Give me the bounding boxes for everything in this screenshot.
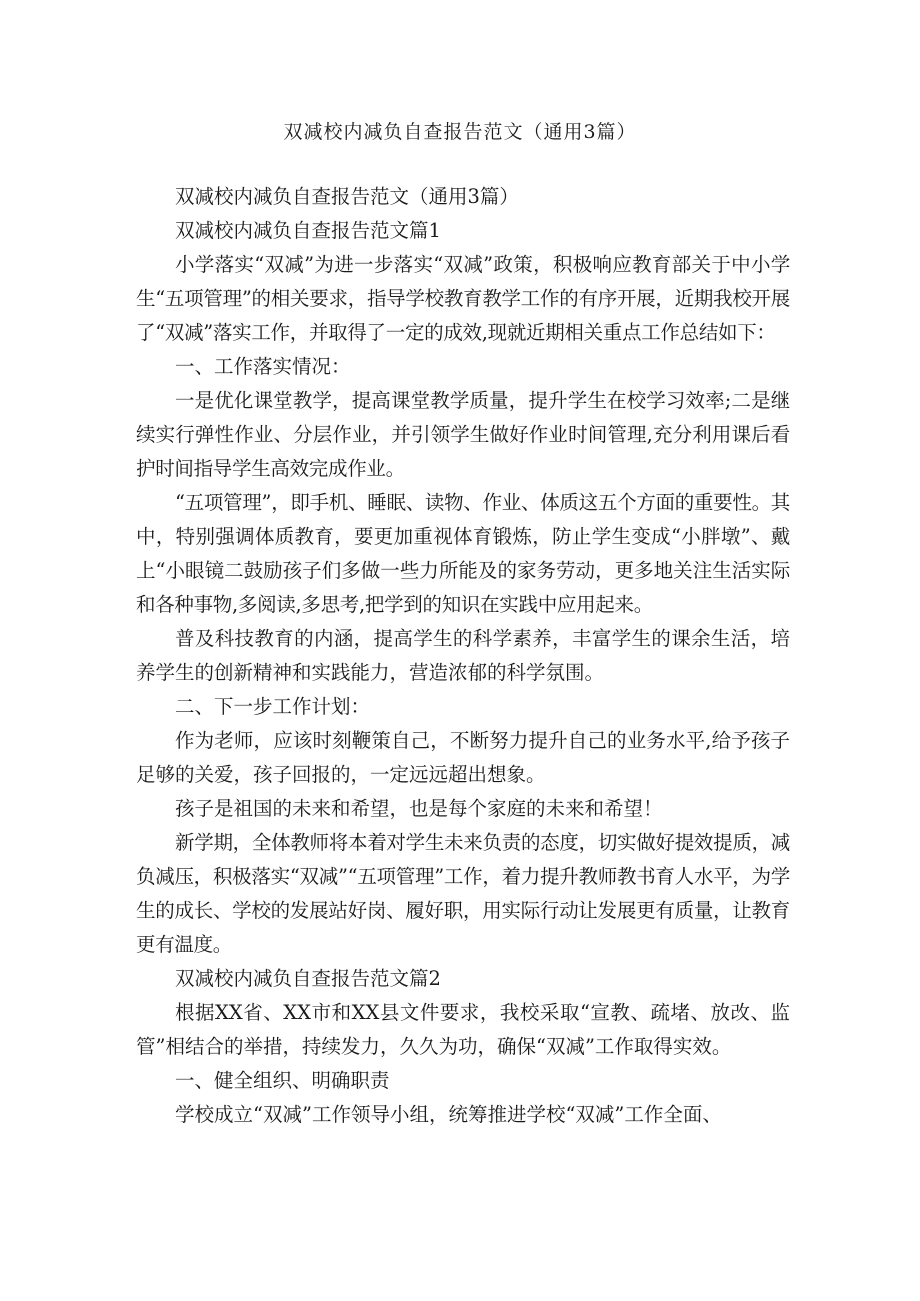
subheading-organization: 一、健全组织、明确职责 (175, 1069, 390, 1092)
paragraph-five-management: “五项管理”，即手机、睡眠、读物、作业、体质这五个方面的重要性。其中，特别强调体质教育，要更加重视体育锻炼，防止学生变成“小胖墩”、戴上“小眼镜二鼓励孩子们多做一些力所能及的家务劳动，更多地关注生活实际和各种事物,多阅读,多思考,把学到的知识在实践中应用起来。 (136, 491, 790, 616)
paragraph-children-future: 孩子是祖国的未来和希望，也是每个家庭的未来和希望！ (175, 797, 663, 820)
section-heading-part-1: 双减校内减负自查报告范文篇1 (175, 219, 441, 242)
subheading-next-plan: 二、下一步工作计划： (175, 695, 371, 718)
subheading-implementation: 一、工作落实情况： (175, 355, 351, 378)
paragraph-intro: 小学落实“双减”为进一步落实“双减”政策，积极响应教育部关于中小学生“五项管理”的相关要求，指导学校教育教学工作的有序开展，近期我校开展了“双减”落实工作，并取得了一定的成效,现就近期相关重点工作总结如下： (136, 253, 790, 344)
paragraph-leadership-group: 学校成立“双减”工作领导小组，统筹推进学校“双减”工作全面、 (175, 1103, 722, 1126)
document-title: 双减校内减负自查报告范文（通用3篇） (283, 121, 637, 143)
paragraph-classroom-teaching: 一是优化课堂教学，提高课堂教学质量，提升学生在校学习效率;二是继续实行弹性作业、分层作业，并引领学生做好作业时间管理,充分利用课后看护时间指导学生高效完成作业。 (136, 389, 790, 480)
section-heading-part-2: 双减校内减负自查报告范文篇2 (175, 967, 441, 990)
paragraph-teacher-role: 作为老师，应该时刻鞭策自己，不断努力提升自己的业务水平,给予孩子足够的关爱，孩子回报的，一定远远超出想象。 (136, 729, 790, 786)
paragraph-new-semester: 新学期，全体教师将本着对学生未来负责的态度，切实做好提效提质，减负减压，积极落实“双减”“五项管理”工作，着力提升教师教书育人水平，为学生的成长、学校的发展站好岗、履好职，用实际行动让发展更有质量，让教育更有温度。 (136, 831, 790, 956)
document-body (136, 180, 790, 1132)
doc-subtitle: 双减校内减负自查报告范文（通用3篇） (175, 185, 519, 208)
paragraph-science-education: 普及科技教育的内涵，提高学生的科学素养，丰富学生的课余生活，培养学生的创新精神和实践能力，营造浓郁的科学氛围。 (136, 627, 790, 684)
paragraph-policy-basis: 根据XX省、XX市和XX县文件要求，我校采取“宣教、疏堵、放改、监管”相结合的举措，持续发力，久久为功，确保“双减”工作取得实效。 (136, 1001, 790, 1058)
